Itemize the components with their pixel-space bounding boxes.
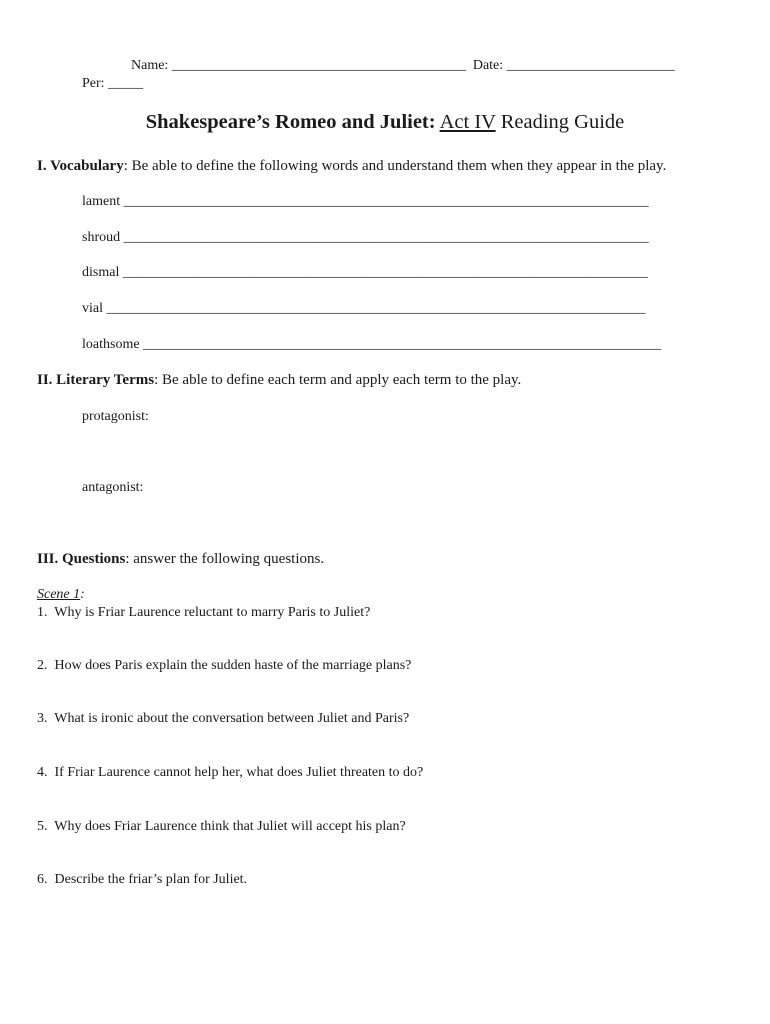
title-act: Act IV [439,111,496,133]
question-text: Describe the friar’s plan for Juliet. [54,872,248,887]
literary-terms-instruction: : Be able to define each term and apply each term to the play. [154,372,522,388]
page-title [0,112,770,133]
vocab-word: shroud [82,230,121,245]
date-label: Date: [472,58,504,73]
vocabulary-instruction: : Be able to define the following words and understand them when they appear in the play. [123,158,667,174]
vocabulary-heading-line [37,159,666,174]
vocab-word: lament [82,194,121,209]
question-number: 6. [37,872,48,887]
period-line [82,77,143,91]
literary-terms-heading: II. Literary Terms [37,372,155,388]
question-item [37,712,409,726]
question-item [37,659,411,673]
vocab-item [82,266,648,280]
questions-heading: III. Questions [37,551,126,567]
question-number: 2. [37,658,48,673]
vocab-item [82,231,649,245]
vocab-blank: ___________________________________________________________________________ [123,194,649,209]
question-text: How does Paris explain the sudden haste of the marriage plans? [54,658,412,673]
scene-suffix: : [80,587,85,602]
literary-term: antagonist: [82,480,144,495]
period-blank: _____ [108,76,144,91]
question-text: Why is Friar Laurence reluctant to marry Paris to Juliet? [54,605,371,620]
vocab-word: vial [82,301,103,316]
question-number: 3. [37,711,48,726]
vocab-item [82,302,646,316]
scene-label-line [37,588,85,602]
question-number: 1. [37,605,48,620]
vocabulary-heading: I. Vocabulary [37,158,124,174]
name-date-line [131,59,675,73]
literary-term: protagonist: [82,409,149,424]
question-text: If Friar Laurence cannot help her, what does Juliet threaten to do? [54,765,424,780]
question-text: What is ironic about the conversation between Juliet and Paris? [54,711,410,726]
vocab-blank: _____________________________________________________________________________ [106,301,646,316]
title-rest: Reading Guide [500,111,625,133]
vocab-item [82,195,649,209]
vocab-blank: ___________________________________________________________________________ [122,265,648,280]
question-number: 5. [37,819,48,834]
questions-heading-line [37,552,324,567]
period-label: Per: [82,76,105,91]
vocab-item [82,338,661,352]
literary-terms-heading-line [37,373,521,388]
scene-label: Scene 1 [37,587,81,602]
question-item [37,820,406,834]
vocab-blank: ___________________________________________________________________________ [123,230,649,245]
question-item [37,766,423,780]
name-label: Name: [131,58,169,73]
vocab-word: loathsome [82,337,140,352]
name-blank: __________________________________________ [171,58,466,73]
title-bold: Shakespeare’s Romeo and Juliet: [145,111,436,133]
vocab-blank: __________________________________________________________________________ [143,337,662,352]
questions-instruction: : answer the following questions. [125,551,325,567]
vocab-word: dismal [82,265,120,280]
question-item [37,873,247,887]
question-item [37,606,370,620]
question-text: Why does Friar Laurence think that Juliet will accept his plan? [54,819,406,834]
date-blank: ________________________ [506,58,675,73]
question-number: 4. [37,765,48,780]
